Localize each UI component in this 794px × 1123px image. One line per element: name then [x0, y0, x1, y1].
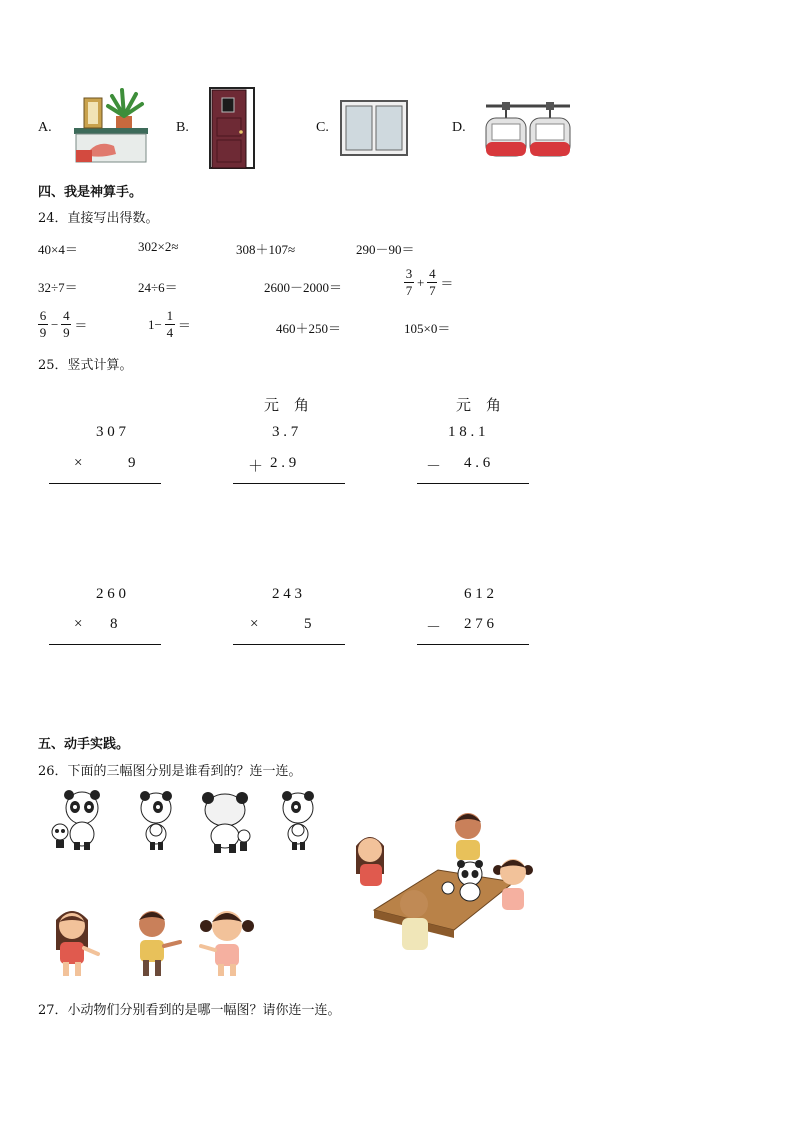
vertical-line [49, 644, 161, 645]
vertical-top-number: 2 6 0 [96, 586, 126, 602]
vertical-top-number: 1 8 . 1 [448, 424, 486, 440]
vertical-top-number: 2 4 3 [272, 586, 302, 602]
unit-header: 元 角 [264, 396, 310, 414]
question-24-title: 24．直接写出得数。 [38, 211, 159, 226]
unit-header: 元 角 [456, 396, 502, 414]
question-27-title: 27．小动物们分别看到的是哪一幅图？请你连一连。 [38, 1003, 341, 1018]
vertical-operator: － [426, 459, 442, 475]
vertical-top-number: 3 . 7 [272, 424, 299, 440]
cable-cars-icon [480, 98, 576, 164]
fraction-expression: $\frac{3}{7}$ + $\frac{4}{7}$ ＝ [405, 266, 454, 298]
girl-pigtails-image [196, 904, 258, 982]
question-25-title: 25．竖式计算。 [38, 358, 133, 373]
boy-image [128, 904, 186, 982]
vertical-line [49, 483, 161, 484]
calc-item: 24÷6＝ [138, 280, 178, 295]
option-d-label: D. [452, 120, 466, 135]
option-b-label: B. [176, 120, 189, 135]
calc-item: 290－90＝ [356, 242, 415, 257]
vertical-operator: × [74, 616, 83, 632]
vertical-bottom-number: 2 7 6 [464, 616, 494, 632]
vertical-operator: × [250, 616, 259, 632]
calc-item: 2600－2000＝ [264, 280, 343, 295]
fraction-expression: $\frac{6}{9}$ − $\frac{4}{9}$ ＝ [39, 308, 88, 340]
potted-plant-on-shelf-icon [70, 88, 152, 168]
calc-item: 460＋250＝ [276, 321, 342, 336]
panda-front-view-image [50, 790, 112, 856]
option-a-label: A. [38, 120, 52, 135]
vertical-operator: × [74, 455, 83, 471]
section-4-heading: 四、我是神算手。 [38, 185, 143, 200]
panda-other-side-view-image [278, 790, 318, 858]
vertical-bottom-number: 5 [304, 616, 312, 632]
section-5-heading: 五、动手实践。 [38, 737, 130, 752]
question-26-title: 26．下面的三幅图分别是谁看到的？连一连。 [38, 764, 302, 779]
calc-item: 302×2≈ [138, 239, 179, 254]
panda-back-view-image [196, 792, 254, 860]
option-c-label: C. [316, 120, 329, 135]
vertical-line [417, 483, 529, 484]
vertical-operator: － [426, 620, 442, 636]
calc-item: 308＋107≈ [236, 242, 296, 257]
children-around-table-scene [350, 800, 540, 964]
vertical-line [233, 644, 345, 645]
vertical-bottom-number: 8 [110, 616, 118, 632]
fraction-expression: 1− $\frac{1}{4}$ ＝ [148, 308, 191, 340]
girl-long-hair-image [46, 904, 104, 982]
vertical-bottom-number: 4 . 6 [464, 455, 491, 471]
window-icon [340, 100, 408, 160]
calc-item: 105×0＝ [404, 321, 451, 336]
panda-side-view-image [136, 790, 176, 858]
calc-item: 40×4＝ [38, 242, 78, 257]
vertical-operator: ＋ [248, 459, 264, 475]
wooden-door-icon [208, 86, 258, 174]
vertical-bottom-number: 9 [128, 455, 136, 471]
calc-item: 32÷7＝ [38, 280, 78, 295]
vertical-top-number: 6 1 2 [464, 586, 494, 602]
vertical-bottom-number: 2 . 9 [270, 455, 297, 471]
vertical-line [417, 644, 529, 645]
vertical-top-number: 3 0 7 [96, 424, 126, 440]
vertical-line [233, 483, 345, 484]
